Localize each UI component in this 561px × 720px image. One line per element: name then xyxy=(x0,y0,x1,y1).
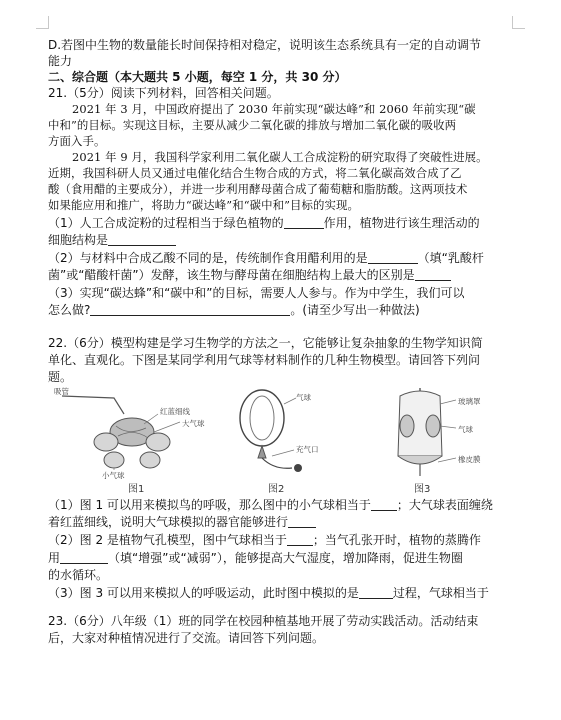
answer-blank[interactable] xyxy=(90,303,290,316)
q22-2-line1 xyxy=(48,533,513,548)
answer-blank[interactable] xyxy=(368,251,418,264)
q22-2-text-d: （填“增强”或“减弱”），能够提高大气湿度，增加降雨，促进生物圈 xyxy=(108,551,463,565)
q22-line2: 单化、直观化。下图是某同学利用气球等材料制作的几种生物模型。请回答下列问 xyxy=(48,353,481,367)
answer-blank[interactable] xyxy=(288,515,316,528)
answer-blank[interactable] xyxy=(359,586,393,599)
q22-2-text-b: ；当气孔张开时，植物的蒸腾作 xyxy=(312,533,481,547)
q23-line2: 后，大家对种植情况进行了交流。请回答下列问题。 xyxy=(48,631,325,645)
option-d-line1: D.若图中生物的数量能长时间保持相对稳定，说明该生态系统具有一定的自动调节 xyxy=(48,38,482,52)
q22-2-line3: 的水循环。 xyxy=(48,568,109,582)
figure-1 xyxy=(54,384,214,494)
q21-2-text-a: （2）与材料中合成乙酸不同的是，传统制作食用醋利用的是 xyxy=(48,251,368,265)
fig3-label-balloon: 气球 xyxy=(458,425,473,434)
q22-1-text-a: （1）图 1 可以用来模拟鸟的呼吸，那么图中的小气球相当于 xyxy=(48,498,371,512)
answer-blank[interactable] xyxy=(371,498,397,511)
material-p2-line4: 如果能应用和推广，将助力“碳达峰”和“碳中和”目标的实现。 xyxy=(48,198,359,212)
answer-blank[interactable] xyxy=(108,233,176,246)
option-d-line2: 能力 xyxy=(48,54,73,68)
material-p1-line3: 方面入手。 xyxy=(48,134,106,148)
q22-2-text-c: 用 xyxy=(48,551,61,565)
q21-2-text-b: （填“乳酸杆 xyxy=(417,251,484,265)
q21-3-text-c: 。(请至少写出一种做法) xyxy=(290,303,420,317)
fig3-label-glass: 玻璃罩 xyxy=(458,397,481,406)
q21-2-text-c: 菌”或“醋酸杆菌”）发酵，该生物与酵母菌在细胞结构上最大的区别是 xyxy=(48,268,415,282)
q22-1-line1 xyxy=(48,498,513,513)
q23-line1: 23.（6分）八年级（1）班的同学在校园种植基地开展了劳动实践活动。活动结束 xyxy=(48,614,479,628)
q22-3-text-a: （3）图 3 可以用来模拟人的呼吸运动，此时图中模拟的是 xyxy=(48,586,359,600)
q22-1-text-c: 着红蓝细线，说明大气球模拟的器官能够进行 xyxy=(48,515,289,529)
q22-2-line2 xyxy=(48,551,513,566)
fig3-label-rubber: 橡皮膜 xyxy=(458,455,481,464)
fig1-label-small-balloon: 小气球 xyxy=(102,471,125,480)
q22-line3: 题。 xyxy=(48,370,73,384)
answer-blank[interactable] xyxy=(415,268,451,281)
breathing-model xyxy=(380,384,520,479)
figure-2 xyxy=(228,384,348,494)
q21-2-line1 xyxy=(48,251,513,266)
answer-blank[interactable] xyxy=(284,216,324,229)
q21-1-line2 xyxy=(48,233,513,248)
material-p2-line3: 酸（食用醋的主要成分），并进一步利用酵母菌合成了葡萄糖和脂肪酸。这两项技术 xyxy=(48,182,468,196)
figure-3-caption: 图3 xyxy=(414,484,431,495)
figure-group xyxy=(40,384,520,494)
fig1-label-tube: 吸管 xyxy=(54,387,69,396)
q21-2-line2 xyxy=(48,268,513,283)
q22-2-text-a: （2）图 2 是植物气孔模型，图中气球相当于 xyxy=(48,533,287,547)
q21-heading: 21.（5分）阅读下列材料，回答相关问题。 xyxy=(48,86,279,100)
figure-3 xyxy=(380,384,520,494)
material-p1-line2: 中和”的目标。实现这目标，主要从减少二氧化碳的排放与增加二氧化碳的吸收两 xyxy=(48,118,457,132)
section-heading: 二、综合题（本大题共 5 小题，每空 1 分，共 30 分） xyxy=(48,70,347,84)
q21-1-text-a: （1）人工合成淀粉的过程相当于绿色植物的 xyxy=(48,216,284,230)
answer-blank[interactable] xyxy=(60,551,108,564)
figure-1-caption: 图1 xyxy=(128,484,145,495)
q21-3-text-b: 怎么做? xyxy=(48,303,91,317)
crop-mark-top-right xyxy=(512,16,525,29)
q22-line1: 22.（6分）模型构建是学习生物学的方法之一，它能够让复杂抽象的生物学知识简 xyxy=(48,336,483,350)
bird-respiration-model xyxy=(54,384,214,479)
fig1-label-big-balloon: 大气球 xyxy=(182,419,205,428)
q22-3-text-b: 过程，气球相当于 xyxy=(392,586,489,600)
fig1-label-thread: 红蓝细线 xyxy=(160,407,190,416)
crop-mark-top-left xyxy=(36,16,49,29)
answer-blank[interactable] xyxy=(287,533,313,546)
stoma-model xyxy=(228,384,348,479)
q21-3-line2 xyxy=(48,303,513,318)
material-p1-line1: 2021 年 3 月，中国政府提出了 2030 年前实现“碳达峰”和 2060 年前实现“碳 xyxy=(72,102,476,116)
q22-1-text-b: ；大气球表面缠绕 xyxy=(396,498,493,512)
q22-3-line1 xyxy=(48,586,513,601)
material-p2-line1: 2021 年 9 月，我国科学家利用二氧化碳人工合成淀粉的研究取得了突破性进展。 xyxy=(72,150,488,164)
q21-1-text-c: 细胞结构是 xyxy=(48,233,109,247)
fig2-label-inlet: 充气口 xyxy=(296,445,319,454)
q21-1-line1 xyxy=(48,216,513,231)
q22-1-line2 xyxy=(48,515,513,530)
material-p2-line2: 近期，我国科研人员又通过电催化结合生物合成的方式，将二氧化碳高效合成了乙 xyxy=(48,166,462,180)
fig2-label-balloon: 气球 xyxy=(296,393,311,402)
q21-1-text-b: 作用，植物进行该生理活动的 xyxy=(323,216,480,230)
figure-2-caption: 图2 xyxy=(268,484,285,495)
q21-3-line1: （3）实现“碳达蜂”和“碳中和”的目标，需要人人参与。作为中学生，我们可以 xyxy=(48,286,465,300)
